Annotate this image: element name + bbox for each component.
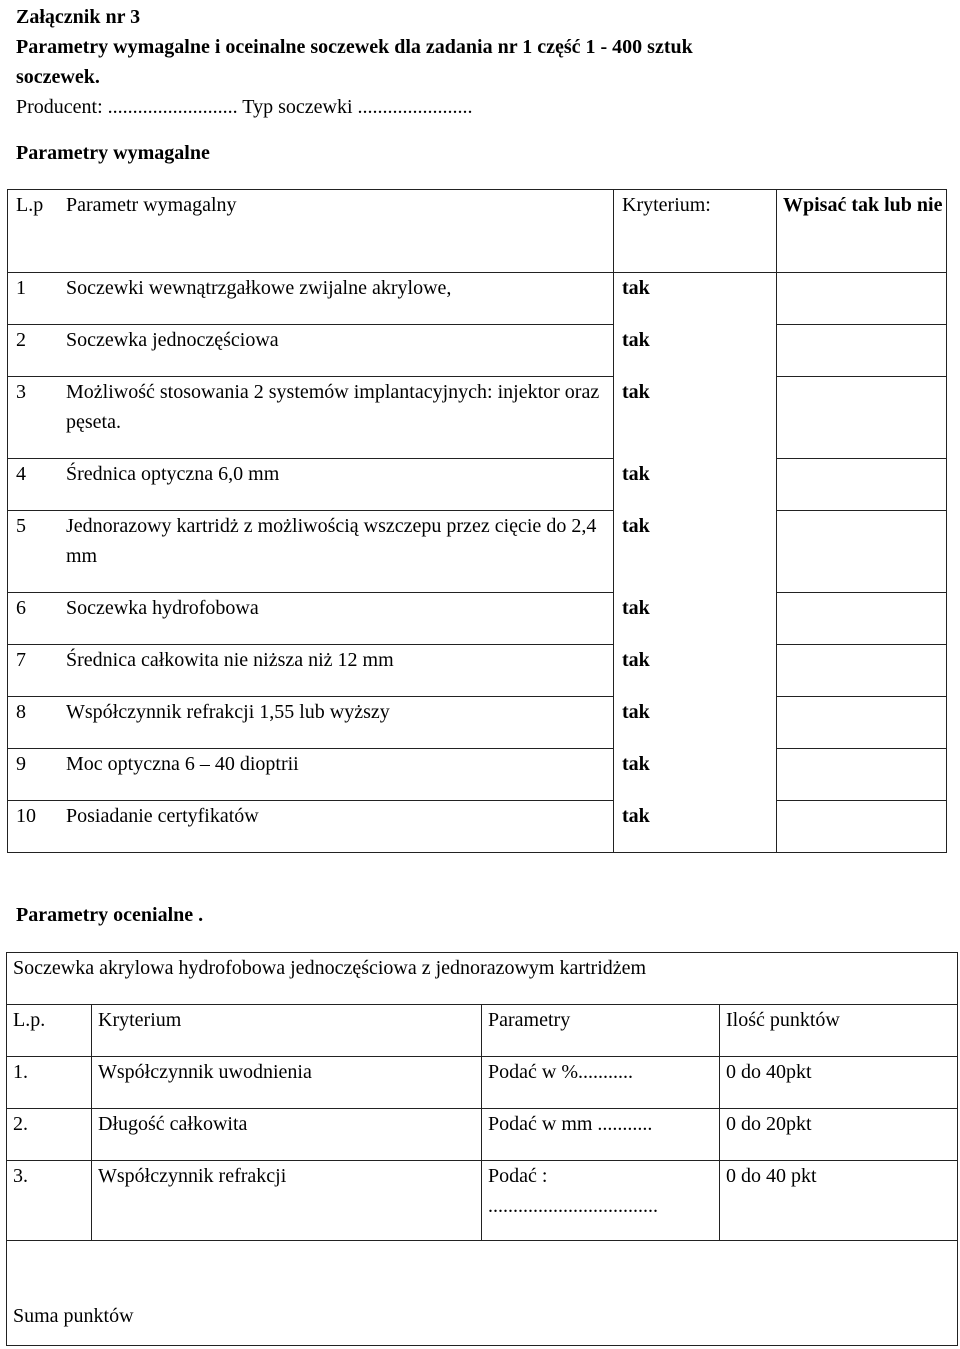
row-answer-cell[interactable]: [777, 749, 947, 801]
table-row: [8, 377, 947, 459]
row-text: Średnica optyczna 6,0 mm: [66, 463, 280, 485]
producer-line: Producent: .......................... Typ soczewki .......................: [16, 96, 473, 118]
row-pkt: 0 do 40 pkt: [720, 1161, 958, 1241]
row-pkt: 0 do 20pkt: [720, 1109, 958, 1161]
row-lp: 3.: [7, 1161, 92, 1241]
row-text: Współczynnik refrakcji 1,55 lub wyższy: [66, 701, 390, 723]
row-param[interactable]: Podać w %...........: [482, 1057, 720, 1109]
row-krit: tak: [614, 511, 777, 593]
scored-params-table: [6, 952, 958, 1346]
row-krit: Długość całkowita: [92, 1109, 482, 1161]
row-krit: tak: [614, 593, 777, 645]
header-pkt: Ilość punktów: [720, 1005, 958, 1057]
row-krit: tak: [614, 459, 777, 511]
table-subtitle: Soczewka akrylowa hydrofobowa jednoczęściowa z jednorazowym kartridżem: [7, 953, 958, 1005]
row-number: 7: [16, 649, 26, 671]
row-answer-cell[interactable]: [777, 697, 947, 749]
table-row: [8, 697, 947, 749]
row-krit: tak: [614, 697, 777, 749]
row-answer-cell[interactable]: [777, 801, 947, 853]
row-text: Średnica całkowita nie niższa niż 12 mm: [66, 649, 394, 671]
table-row: [8, 325, 947, 377]
sum-label: Suma punktów: [7, 1241, 958, 1346]
table-row: [8, 273, 947, 325]
header-krit: Kryterium:: [614, 190, 777, 273]
table-header-row: [7, 1005, 958, 1057]
row-number: 4: [16, 463, 26, 485]
table-row: [8, 749, 947, 801]
row-krit: Współczynnik refrakcji: [92, 1161, 482, 1241]
row-krit: tak: [614, 801, 777, 853]
row-number: 8: [16, 701, 26, 723]
row-answer-cell[interactable]: [777, 645, 947, 697]
row-text: Soczewki wewnątrzgałkowe zwijalne akrylowe,: [66, 277, 452, 299]
table-row: [7, 1161, 958, 1241]
row-number: 10: [16, 805, 36, 827]
document-title-cont: soczewek.: [16, 66, 100, 88]
table-header-row: [8, 190, 947, 273]
row-text: Jednorazowy kartridż z możliwością wszczepu przez cięcie do 2,4 mm: [66, 515, 597, 567]
table-subtitle-row: [7, 953, 958, 1005]
row-answer-cell[interactable]: [777, 593, 947, 645]
row-krit: tak: [614, 273, 777, 325]
row-text: Soczewka hydrofobowa: [66, 597, 259, 619]
row-text: Posiadanie certyfikatów: [66, 805, 259, 827]
row-number: 3: [16, 381, 26, 403]
row-text: Moc optyczna 6 – 40 dioptrii: [66, 753, 299, 775]
row-lp: 2.: [7, 1109, 92, 1161]
header-lp: L.p.: [7, 1005, 92, 1057]
row-param[interactable]: Podać : ..................................: [482, 1161, 720, 1241]
table-row: [7, 1109, 958, 1161]
table-row: [8, 459, 947, 511]
document-header: [16, 2, 693, 122]
row-number: 1: [16, 277, 26, 299]
row-number: 5: [16, 515, 26, 537]
table-row: [8, 801, 947, 853]
row-pkt: 0 do 40pkt: [720, 1057, 958, 1109]
row-answer-cell[interactable]: [777, 511, 947, 593]
row-answer-cell[interactable]: [777, 273, 947, 325]
header-param: Parametr wymagalny: [66, 194, 237, 216]
row-number: 2: [16, 329, 26, 351]
row-text: Możliwość stosowania 2 systemów implantacyjnych: injektor oraz pęseta.: [66, 381, 600, 433]
row-krit: Współczynnik uwodnienia: [92, 1057, 482, 1109]
sum-row: [7, 1241, 958, 1346]
table-row: [7, 1057, 958, 1109]
document-title: Parametry wymagalne i oceinalne soczewek dla zadania nr 1 część 1 - 400 sztuk: [16, 36, 693, 58]
header-krit: Kryterium: [92, 1005, 482, 1057]
header-lp: L.p: [16, 194, 44, 216]
row-lp: 1.: [7, 1057, 92, 1109]
row-number: 6: [16, 597, 26, 619]
header-param: Parametry: [482, 1005, 720, 1057]
row-krit: tak: [614, 749, 777, 801]
row-answer-cell[interactable]: [777, 325, 947, 377]
row-answer-cell[interactable]: [777, 377, 947, 459]
section-required-title: Parametry wymagalne: [16, 142, 210, 164]
required-params-table: [7, 189, 947, 853]
row-text: Soczewka jednoczęściowa: [66, 329, 279, 351]
row-number: 9: [16, 753, 26, 775]
row-krit: tak: [614, 325, 777, 377]
row-answer-cell[interactable]: [777, 459, 947, 511]
header-wpisac: Wpisać tak lub nie: [777, 190, 947, 273]
table-row: [8, 593, 947, 645]
row-krit: tak: [614, 377, 777, 459]
row-krit: tak: [614, 645, 777, 697]
table-row: [8, 511, 947, 593]
table-row: [8, 645, 947, 697]
header-param-cell: [8, 190, 614, 273]
attachment-number: Załącznik nr 3: [16, 6, 141, 28]
section-scored-title: Parametry ocenialne .: [16, 904, 204, 926]
row-param[interactable]: Podać w mm ...........: [482, 1109, 720, 1161]
